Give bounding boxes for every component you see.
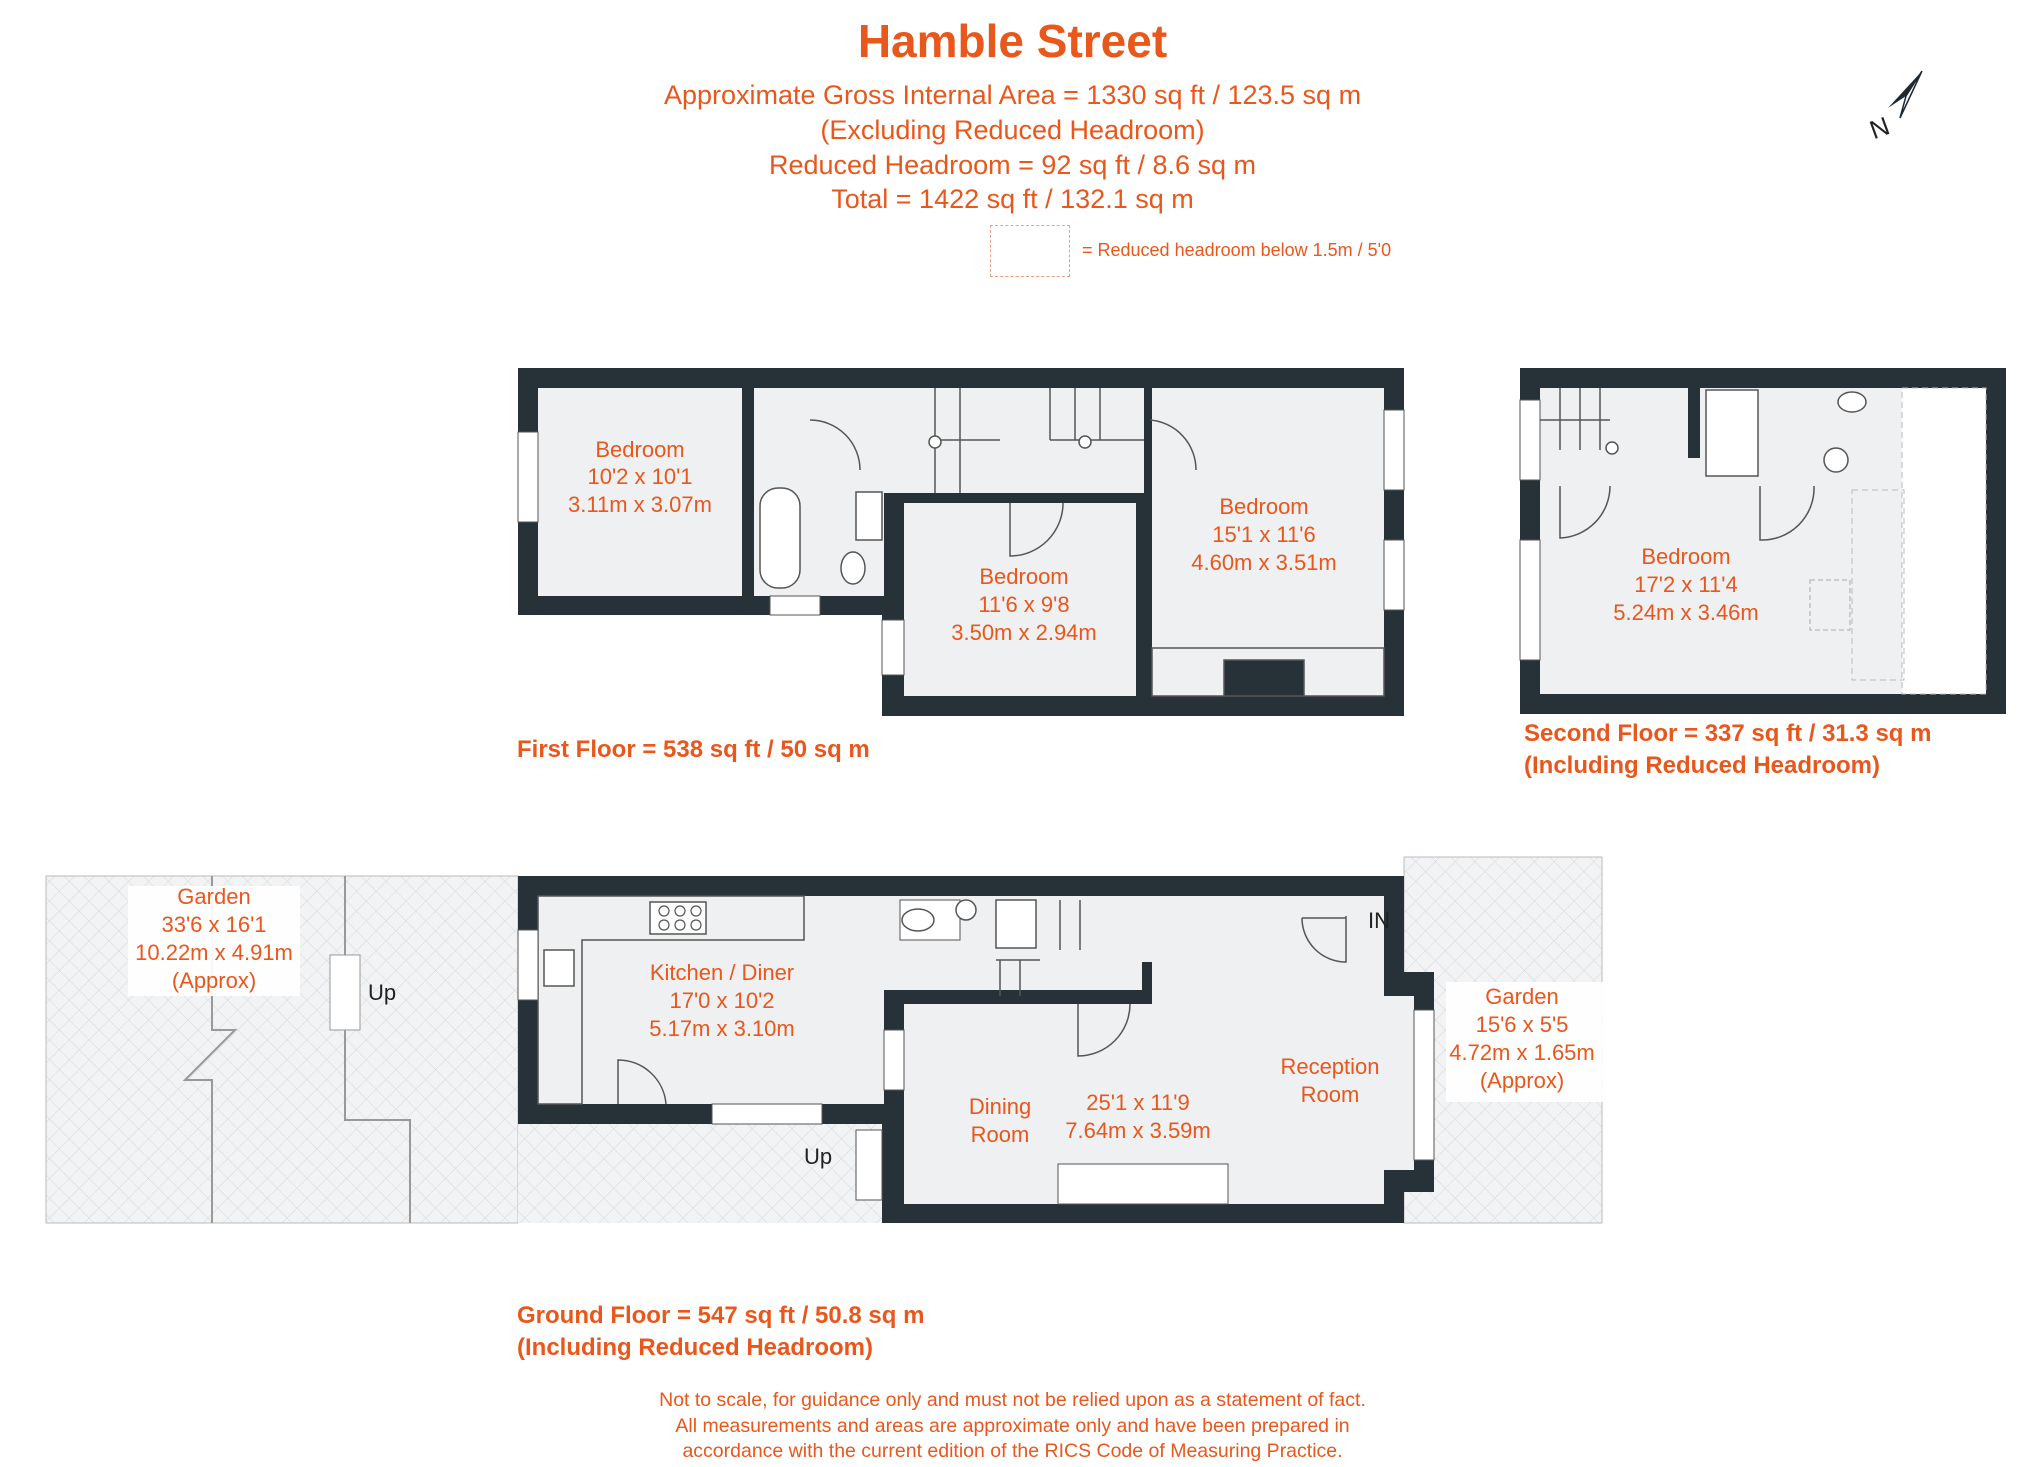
first-floor-wardrobes [1152, 648, 1384, 696]
gf-reception-metric: 7.64m x 3.59m [1065, 1118, 1211, 1143]
toilet-icon [841, 552, 865, 584]
wc-toilet-icon [902, 909, 934, 931]
ff-room3-name: Bedroom [1219, 494, 1309, 519]
gross-area: Approximate Gross Internal Area = 1330 sq ft / 123.5 sq m [663, 80, 1362, 110]
reduced-headroom-zone [1902, 388, 1986, 694]
gf-garden-metric: 10.22m x 4.91m [135, 940, 293, 965]
ff-room3-metric: 4.60m x 3.51m [1191, 550, 1337, 575]
ff-room2-name: Bedroom [979, 564, 1069, 589]
gf-dining-name2: Room [970, 1122, 1030, 1147]
sf-room1-imperial: 17'2 x 11'4 [1634, 572, 1738, 597]
wc-basin-icon [956, 900, 976, 920]
gf-kitchen-imperial: 17'0 x 10'2 [669, 988, 775, 1013]
bathtub-icon [760, 488, 800, 588]
kitchen-sink-icon [544, 950, 574, 986]
disclaimer-line-3: accordance with the current edition of the RICS Code of Measuring Practice. [682, 1440, 1343, 1462]
shower-icon [1706, 390, 1758, 476]
basin-icon [1824, 448, 1848, 472]
gf-kitchen-metric: 5.17m x 3.10m [649, 1016, 795, 1041]
sink-icon [856, 492, 882, 540]
gf-reception-name1: Reception [1280, 1054, 1380, 1079]
gf-front-garden-name: Garden [1485, 984, 1559, 1009]
gf-kitchen-name: Kitchen / Diner [649, 960, 795, 985]
gf-dining-name1: Dining [968, 1094, 1032, 1119]
garden-up-label: Up [368, 980, 397, 1005]
garden-steps [330, 955, 360, 1030]
ff-room2-metric: 3.50m x 2.94m [951, 620, 1097, 645]
entrance-label: IN [1368, 908, 1390, 933]
reduced-headroom-area: Reduced Headroom = 92 sq ft / 8.6 sq m [768, 150, 1256, 180]
ground-floor-label: Ground Floor = 547 sq ft / 50.8 sq m [517, 1302, 925, 1329]
gf-reception-imperial: 25'1 x 11'9 [1086, 1090, 1190, 1115]
ff-room3-imperial: 15'1 x 11'6 [1212, 522, 1316, 547]
ff-room1-metric: 3.11m x 3.07m [568, 492, 712, 517]
gf-front-garden-note: (Approx) [1479, 1068, 1565, 1093]
second-floor-plan [1520, 368, 2006, 714]
page-title: Hamble Street [857, 15, 1168, 67]
ff-room1-imperial: 10'2 x 10'1 [587, 464, 693, 489]
gf-garden-name: Garden [177, 884, 251, 909]
gf-front-garden-imperial: 15'6 x 5'5 [1475, 1012, 1569, 1037]
gf-garden-note: (Approx) [171, 968, 257, 993]
gf-reception-name2: Room [1300, 1082, 1360, 1107]
total-area: Total = 1422 sq ft / 132.1 sq m [831, 184, 1194, 214]
second-floor-label: Second Floor = 337 sq ft / 31.3 sq m [1524, 720, 1932, 747]
ff-room1-name: Bedroom [595, 437, 685, 462]
first-floor-label: First Floor = 538 sq ft / 50 sq m [517, 736, 870, 763]
legend-text: = Reduced headroom below 1.5m / 5'0 [1082, 240, 1392, 260]
ground-floor-label-note: (Including Reduced Headroom) [517, 1334, 874, 1361]
side-up-label: Up [804, 1144, 833, 1169]
sf-room1-name: Bedroom [1641, 544, 1731, 569]
disclaimer-line-1: Not to scale, for guidance only and must not be relied upon as a statement of fact. [659, 1389, 1366, 1411]
north-label: N [1865, 110, 1894, 146]
second-floor-label-note: (Including Reduced Headroom) [1524, 752, 1881, 779]
disclaimer [0, 1388, 2025, 1465]
ff-room2-imperial: 11'6 x 9'8 [978, 592, 1070, 617]
toilet-icon [1838, 392, 1866, 412]
gf-garden-imperial: 33'6 x 16'1 [161, 912, 267, 937]
sf-room1-metric: 5.24m x 3.46m [1613, 600, 1759, 625]
excluding-note: (Excluding Reduced Headroom) [820, 115, 1205, 145]
gf-front-garden-metric: 4.72m x 1.65m [1449, 1040, 1595, 1065]
disclaimer-line-2: All measurements and areas are approximate only and have been prepared in [675, 1414, 1350, 1437]
